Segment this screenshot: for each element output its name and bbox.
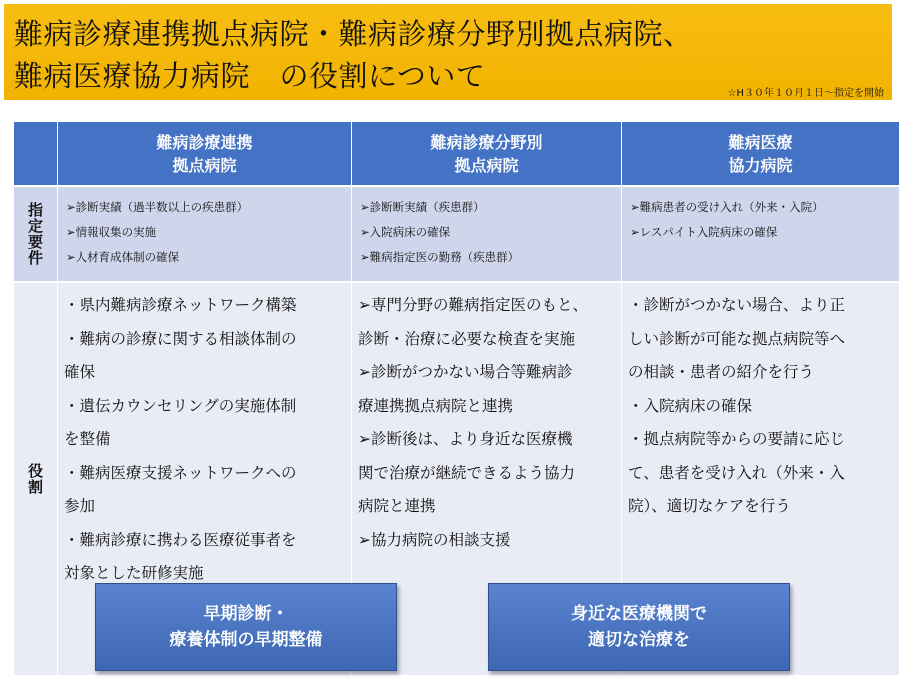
row-label-roles-text: 役割 xyxy=(26,463,44,495)
text-line: ➢診断後は、より身近な医療機 xyxy=(358,430,573,448)
list-item: ➢入院病床の確保 xyxy=(360,225,451,239)
text-line: 対象とした研修実施 xyxy=(64,564,204,582)
title-line-2: 難病医療協力病院 の役割について xyxy=(14,59,486,93)
text-line: 関で治療が継続できるよう協力 xyxy=(358,463,576,482)
text-line: ・難病診療に携わる医療従事者を xyxy=(64,530,297,549)
column-header-line-1: 難病医療 xyxy=(728,132,793,152)
text-line: 確保 xyxy=(64,363,96,381)
text-line: ・難病の診療に関する相談体制の xyxy=(64,329,297,348)
header-corner xyxy=(14,122,58,185)
list-item: ➢情報収集の実施 xyxy=(66,225,157,239)
column-header-line-2: 拠点病院 xyxy=(172,155,237,175)
text-line: ・入院病床の確保 xyxy=(628,396,753,415)
list-item: ➢難病指定医の勤務（疾患群） xyxy=(360,250,520,264)
list-item: ➢診断断実績（疾患群） xyxy=(360,200,485,214)
column-header-field-center xyxy=(352,122,622,185)
box-line-2: 療養体制の早期整備 xyxy=(169,630,323,650)
text-line: ・遺伝カウンセリングの実施体制 xyxy=(64,396,297,415)
row-label-requirements xyxy=(14,185,58,281)
requirements-cell-3 xyxy=(622,185,899,281)
column-header-line-1: 難病診療連携 xyxy=(156,132,253,152)
appropriate-treatment-box xyxy=(488,583,790,671)
text-line: 院）、適切なケアを行う xyxy=(628,497,791,515)
text-line: ➢診断がつかない場合等難病診 xyxy=(358,363,573,381)
title-banner xyxy=(4,4,892,100)
text-line: て、患者を受け入れ（外来・入 xyxy=(628,463,845,482)
text-line: の相談・患者の紹介を行う xyxy=(628,363,815,381)
text-line: しい診断が可能な拠点病院等へ xyxy=(628,329,846,348)
text-line: ・診断がつかない場合、より正 xyxy=(628,296,846,314)
list-item: ➢難病患者の受け入れ（外来・入院） xyxy=(630,200,824,214)
requirements-cell-2 xyxy=(352,185,622,281)
column-header-collab-center xyxy=(58,122,352,185)
text-line: ・難病医療支援ネットワークへの xyxy=(64,463,297,482)
text-line: ➢専門分野の難病指定医のもと、 xyxy=(358,296,588,314)
row-label-requirements-text: 指定要件 xyxy=(26,202,44,266)
list-item: ➢診断実績（過半数以上の疾患群） xyxy=(66,200,249,214)
row-label-roles xyxy=(14,281,58,675)
title-line-1: 難病診療連携拠点病院・難病診療分野別拠点病院、 xyxy=(14,17,693,51)
text-line: 診断・治療に必要な検査を実施 xyxy=(358,329,576,348)
title-note: ☆H３０年１０月１日～指定を開始 xyxy=(727,88,884,99)
column-header-cooperating-hospital xyxy=(622,122,899,185)
list-item: ➢レスパイト入院病床の確保 xyxy=(630,225,778,239)
requirements-cell-1 xyxy=(58,185,352,281)
column-header-line-2: 拠点病院 xyxy=(454,155,519,175)
column-header-line-2: 協力病院 xyxy=(728,155,793,175)
text-line: ・県内難病診療ネットワーク構築 xyxy=(64,296,297,314)
text-line: 療連携拠点病院と連携 xyxy=(358,396,514,415)
box-line-1: 早期診断・ xyxy=(203,604,289,624)
box-line-2: 適切な治療を xyxy=(588,630,690,650)
box-line-1: 身近な医療機関で xyxy=(571,604,707,624)
text-line: 参加 xyxy=(64,497,96,515)
text-line: ➢協力病院の相談支援 xyxy=(358,530,511,549)
early-diagnosis-box xyxy=(95,583,397,671)
column-header-line-1: 難病診療分野別 xyxy=(430,132,543,152)
list-item: ➢人材育成体制の確保 xyxy=(66,250,180,264)
text-line: ・拠点病院等からの要請に応じ xyxy=(628,430,846,448)
text-line: 病院と連携 xyxy=(358,497,436,515)
text-line: を整備 xyxy=(64,430,111,448)
